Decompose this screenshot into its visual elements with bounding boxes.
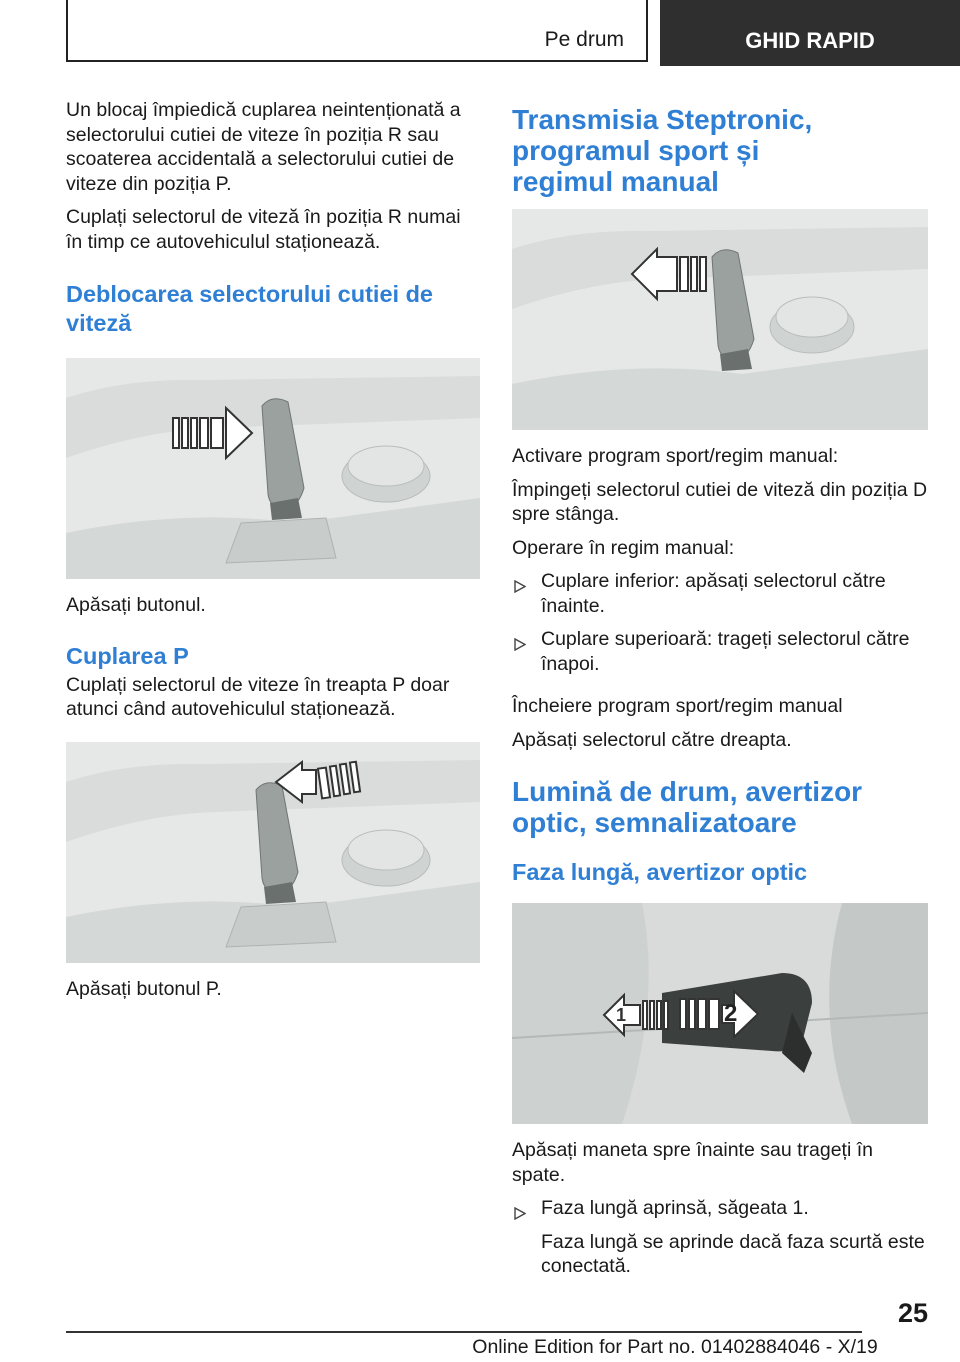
- arrow-label-2: 2: [724, 1000, 738, 1027]
- left-column: [66, 98, 480, 1001]
- right-column: [512, 104, 928, 1279]
- steptronic-illustration: [512, 209, 928, 430]
- end-label: Încheiere program sport/regim manual: [512, 695, 843, 717]
- heading-lights: Lumină de drum, avertizor optic, semnalizatoare: [512, 776, 863, 838]
- park-paragraph: Cuplați selectorul de viteze în treapta P doar atunci când autovehiculul staționează.: [66, 673, 450, 720]
- arrow-label-1: 1: [616, 1005, 627, 1025]
- heading-engage-park: Cuplarea P: [66, 642, 189, 669]
- manual-label: Operare în regim manual:: [512, 536, 735, 559]
- list-item: Cuplare inferior: apăsați selectorul către înainte.: [512, 569, 928, 618]
- push-instruction: Împingeți selectorul cutiei de viteză din poziția D spre stânga.: [512, 478, 928, 525]
- intro-paragraph-2: Cuplați selectorul de viteză în poziția R numai în timp ce autovehiculul staționează.: [66, 206, 461, 253]
- activate-label: Activare program sport/regim manual:: [512, 445, 839, 467]
- page-number: 25: [897, 1298, 928, 1328]
- heading-high-beam: Faza lungă, avertizor optic: [512, 859, 808, 885]
- figure-steptronic: [512, 209, 928, 430]
- chapter-title: GHID RAPID: [745, 28, 875, 53]
- heading-steptronic: Transmisia Steptronic, programul sport și regimul manual: [512, 104, 813, 197]
- intro-paragraph-1: Un blocaj împiedică cuplarea neintenționată a selectorului cutiei de viteze în poziția R sau scoaterea accidentală a selectorului cutiei de viteze din poziția P.: [66, 99, 461, 195]
- end-instruction: Apăsați selectorul către dreapta.: [512, 728, 792, 751]
- header-section-box: [66, 0, 648, 62]
- header-chapter-tab: [660, 0, 960, 66]
- heading-unlock-selector: Deblocarea selectorului cutiei de viteză: [66, 281, 433, 336]
- park-button-illustration: [66, 742, 480, 963]
- triangle-bullet-icon: [514, 633, 526, 658]
- section-title: Pe drum: [544, 28, 624, 51]
- gear-selector-illustration: [66, 358, 480, 579]
- caption-park: Apăsați butonul P.: [66, 977, 222, 1000]
- manual-list: [512, 569, 928, 676]
- triangle-bullet-icon: [514, 575, 526, 600]
- footer-divider: [66, 1331, 862, 1333]
- list-item: Faza lungă aprinsă, săgeata 1.: [512, 1196, 928, 1221]
- caption-unlock: Apăsați butonul.: [66, 594, 206, 616]
- list-item: Cuplare superioară: trageți selectorul către înapoi.: [512, 627, 928, 676]
- lever-caption: Apăsați maneta spre înainte sau trageți în spate.: [512, 1139, 873, 1186]
- lever-sub-paragraph: Faza lungă se aprinde dacă faza scurtă este conectată.: [541, 1230, 925, 1277]
- figure-gear-selector-unlock: [66, 358, 480, 579]
- figure-gear-selector-park: [66, 742, 480, 963]
- triangle-bullet-icon: [514, 1202, 526, 1227]
- footer-edition: Online Edition for Part no. 01402884046 - X/19: [472, 1336, 878, 1358]
- lever-list: [512, 1196, 928, 1221]
- light-lever-illustration: [512, 903, 928, 1124]
- figure-light-lever: [512, 903, 928, 1124]
